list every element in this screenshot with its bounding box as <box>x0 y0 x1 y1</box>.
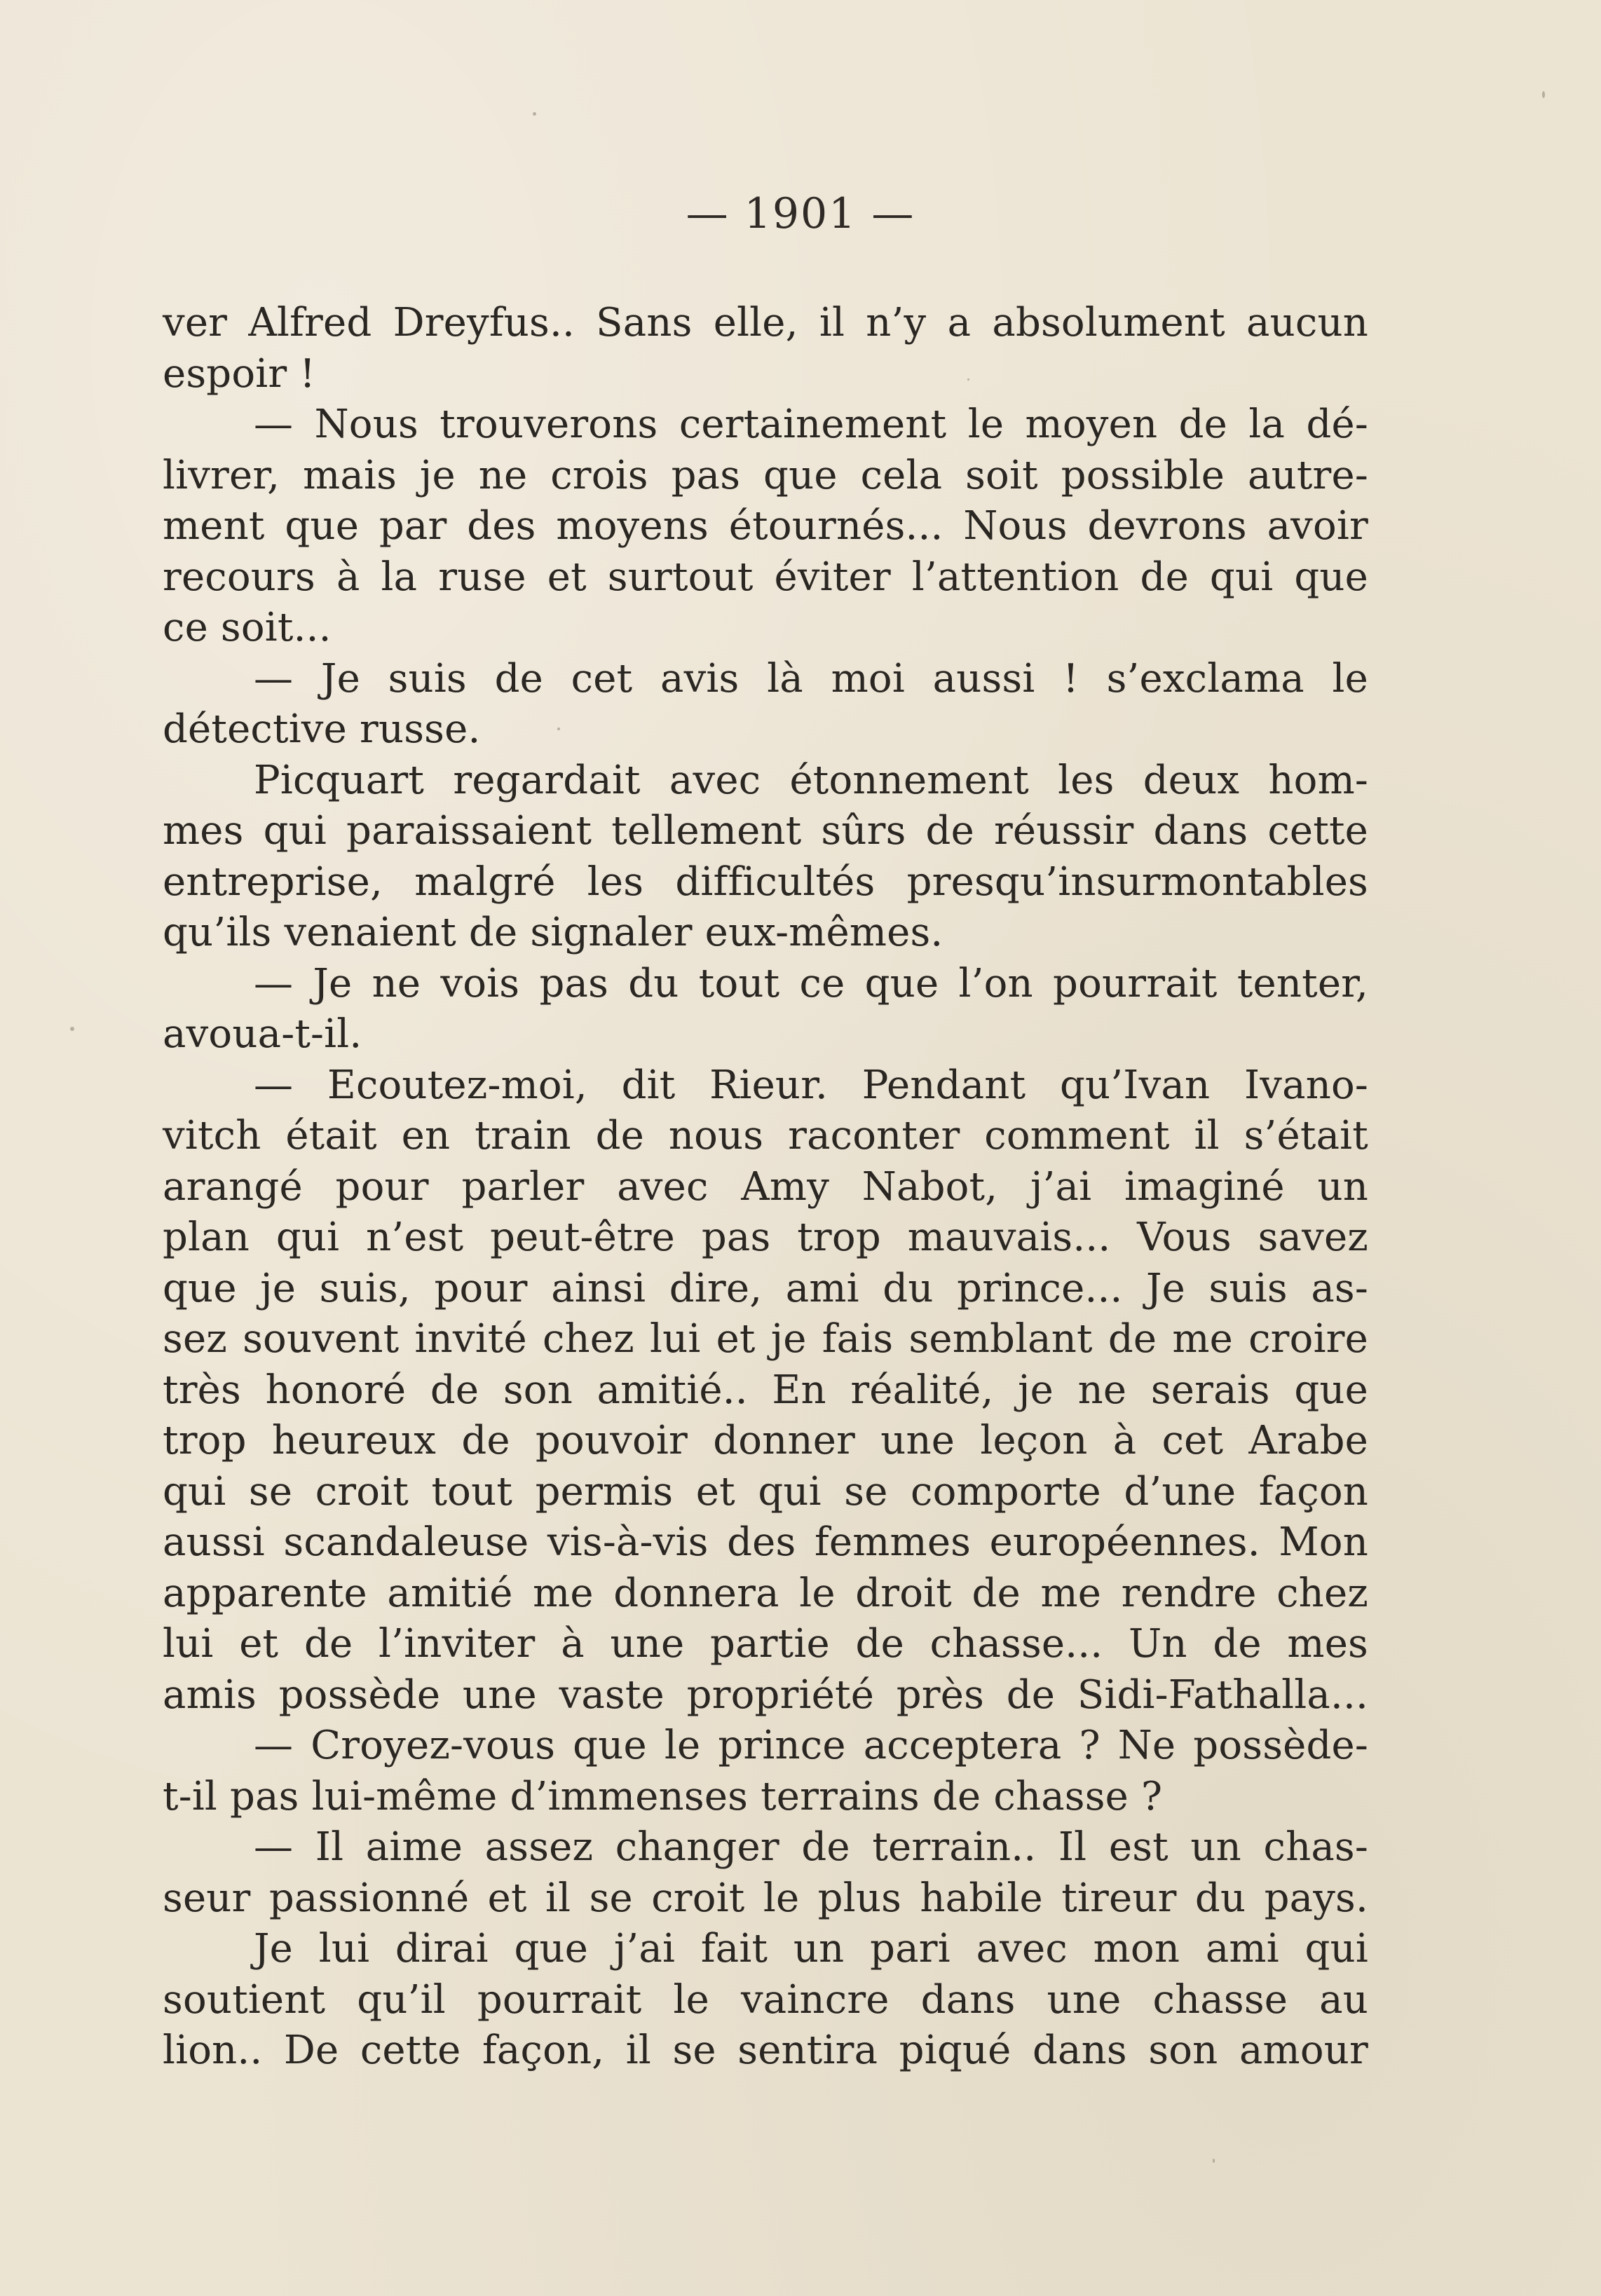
text-line-28: amis possède une vaste propriété près de Sidi-Fathalla... <box>163 1672 1368 1718</box>
text-line-11: mes qui paraissaient tellement sûrs de réussir dans cette <box>163 808 1368 854</box>
paper-speck <box>1213 2159 1215 2163</box>
text-line-9: détective russe. <box>163 706 481 752</box>
text-line-26: apparente amitié me donnera le droit de me rendre chez <box>163 1570 1368 1616</box>
text-line-8: — Je suis de cet avis là moi aussi ! s’exclama le <box>254 655 1368 702</box>
text-line-34: soutient qu’il pourrait le vaincre dans une chasse au <box>163 1976 1368 2023</box>
paper-speck <box>557 727 560 730</box>
text-line-6: recours à la ruse et surtout éviter l’attention de qui que <box>163 554 1368 600</box>
paper-speck <box>1542 91 1545 98</box>
text-line-17: vitch était en train de nous raconter comment il s’était <box>163 1113 1368 1159</box>
text-line-12: entreprise, malgré les difficultés presqu’insurmontables <box>163 859 1368 905</box>
text-line-7: ce soit... <box>163 605 332 650</box>
text-line-4: livrer, mais je ne crois pas que cela soit possible autre- <box>163 452 1368 498</box>
paper-speck <box>70 1027 74 1031</box>
text-line-31: — Il aime assez changer de terrain.. Il est un chas- <box>254 1824 1368 1870</box>
paper-speck <box>533 112 536 116</box>
text-line-19: plan qui n’est peut-être pas trop mauvais... Vous savez <box>163 1215 1368 1260</box>
text-line-30: t-il pas lui-même d’immenses terrains de chasse ? <box>163 1773 1163 1819</box>
text-line-13: qu’ils venaient de signaler eux-mêmes. <box>163 910 943 955</box>
text-line-25: aussi scandaleuse vis-à-vis des femmes européennes. Mon <box>163 1519 1368 1565</box>
page-number: — 1901 — <box>686 189 915 238</box>
text-line-16: — Ecoutez-moi, dit Rieur. Pendant qu’Ivan Ivano- <box>254 1062 1368 1108</box>
text-line-2: espoir ! <box>163 350 316 397</box>
text-line-3: — Nous trouverons certainement le moyen de la dé- <box>254 402 1368 447</box>
text-line-23: trop heureux de pouvoir donner une leçon à cet Arabe <box>163 1418 1368 1463</box>
text-line-5: ment que par des moyens étournés... Nous devrons avoir <box>163 503 1368 549</box>
text-line-20: que je suis, pour ainsi dire, ami du prince... Je suis as- <box>163 1265 1368 1311</box>
paper-speck <box>967 378 969 381</box>
text-line-1: ver Alfred Dreyfus.. Sans elle, il n’y a absolument aucun <box>163 300 1368 346</box>
text-line-10: Picquart regardait avec étonnement les deux hom- <box>254 757 1368 803</box>
text-line-24: qui se croit tout permis et qui se comporte d’une façon <box>163 1468 1368 1515</box>
text-line-27: lui et de l’inviter à une partie de chasse... Un de mes <box>163 1621 1368 1667</box>
text-line-22: très honoré de son amitié.. En réalité, je ne serais que <box>163 1367 1368 1413</box>
text-line-32: seur passionné et il se croit le plus habile tireur du pays. <box>163 1875 1368 1921</box>
text-line-18: arangé pour parler avec Amy Nabot, j’ai imaginé un <box>163 1163 1368 1210</box>
text-line-33: Je lui dirai que j’ai fait un pari avec mon ami qui <box>254 1926 1368 1972</box>
text-line-21: sez souvent invité chez lui et je fais semblant de me croire <box>163 1316 1368 1362</box>
text-line-14: — Je ne vois pas du tout ce que l’on pourrait tenter, <box>254 960 1368 1006</box>
body-text <box>163 298 1368 2077</box>
text-line-29: — Croyez-vous que le prince acceptera ? Ne possède- <box>254 1723 1368 1768</box>
text-line-15: avoua-t-il. <box>163 1011 362 1057</box>
text-line-35: lion.. De cette façon, il se sentira piqué dans son amour <box>163 2028 1368 2073</box>
